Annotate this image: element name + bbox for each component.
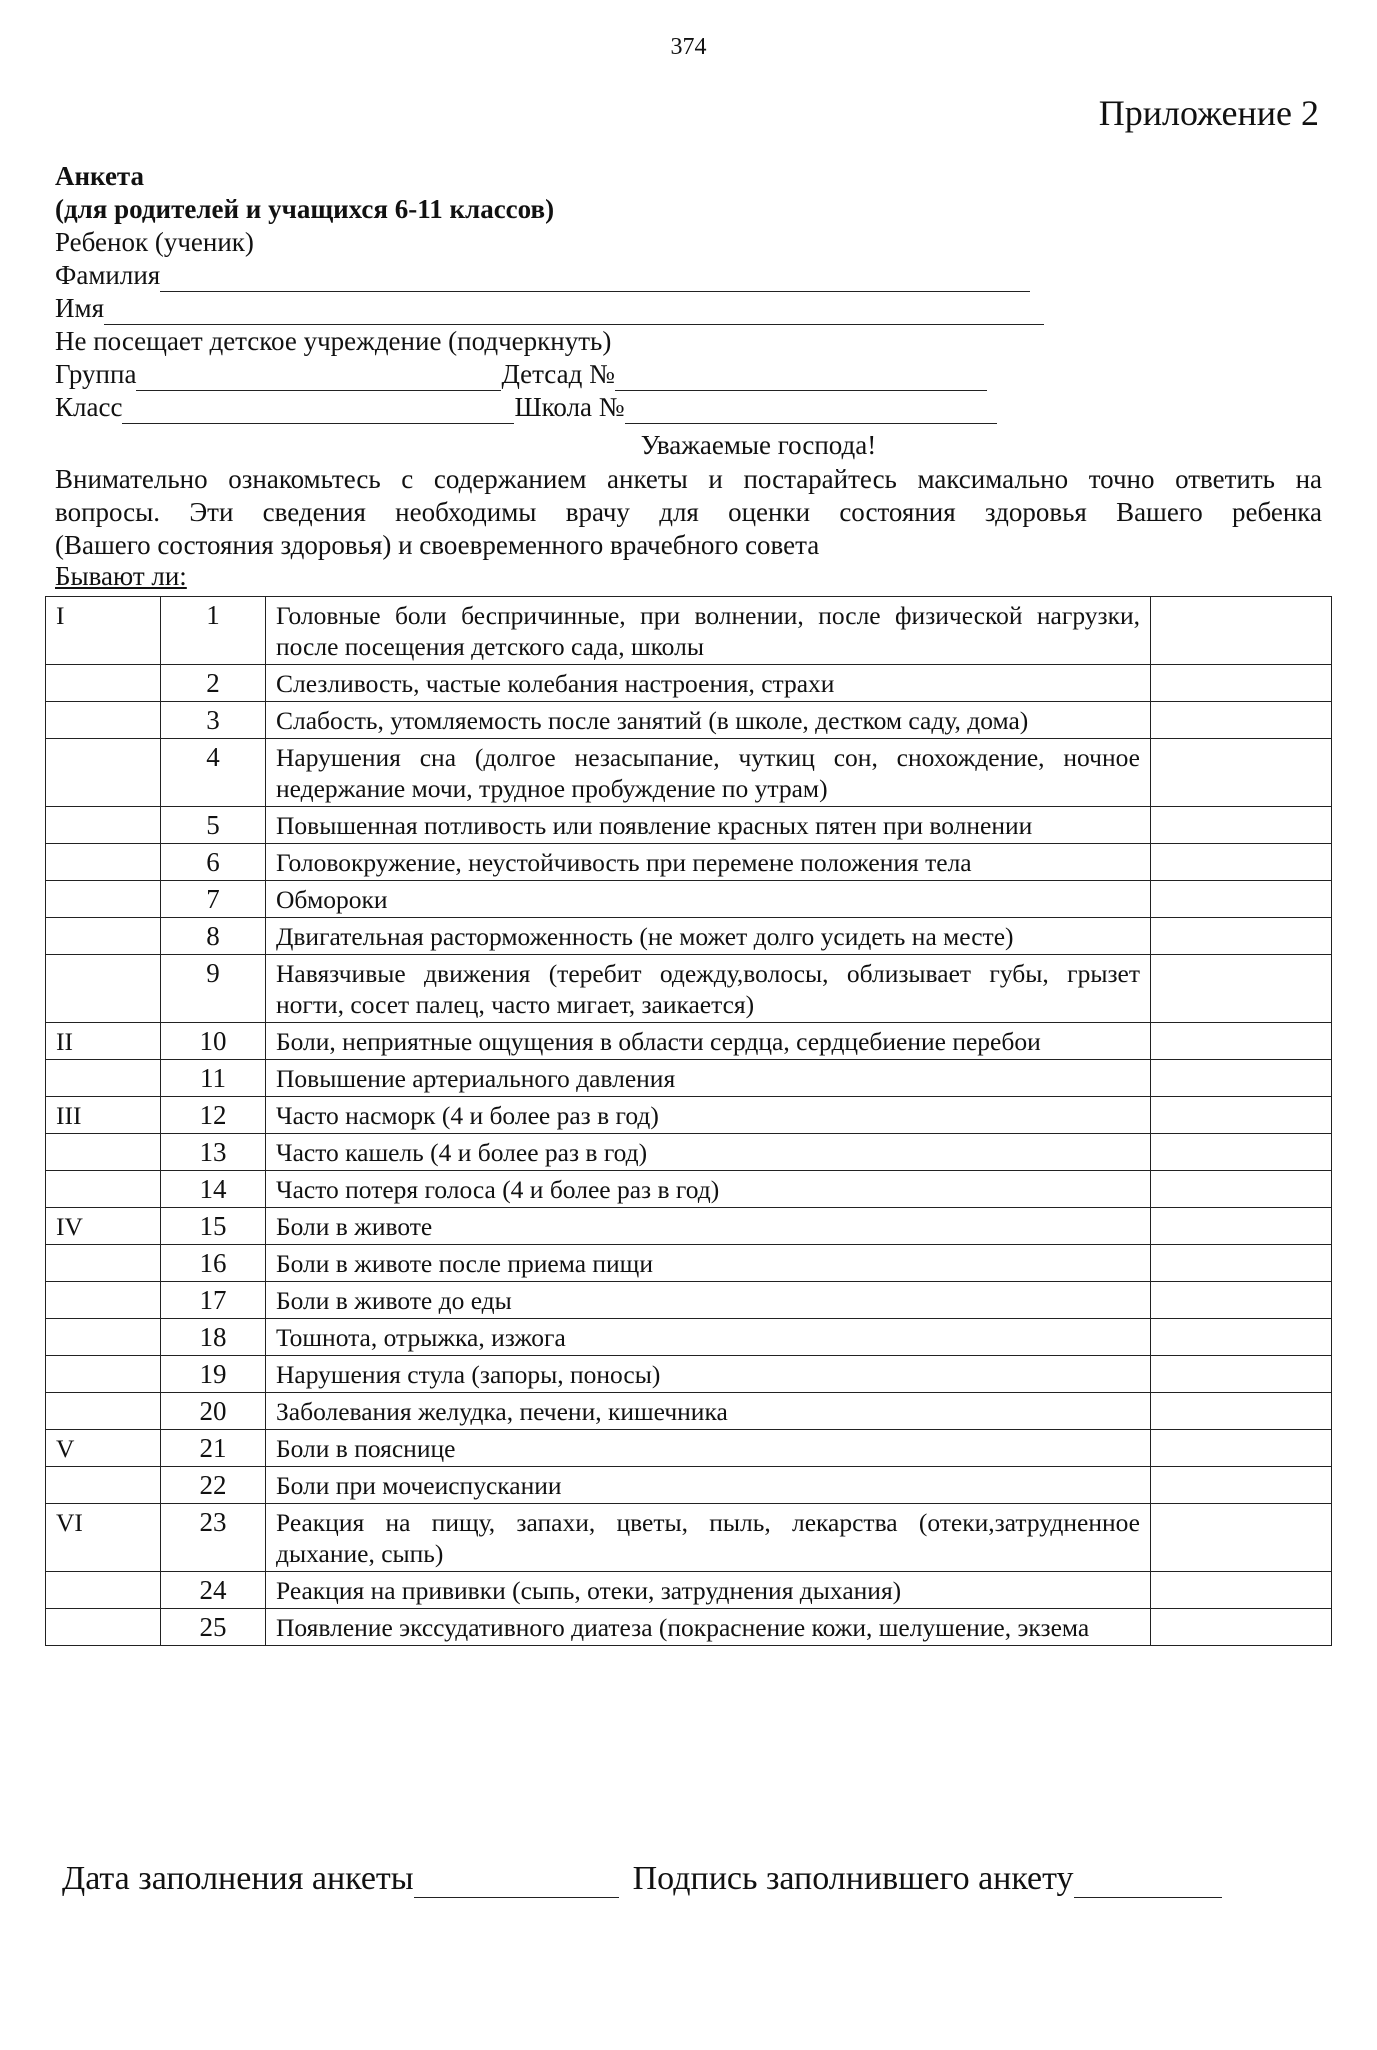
question-text-cell: Появление экссудативного диатеза (покраснение кожи, шелушение, экзема bbox=[266, 1609, 1151, 1646]
question-text-cell: Часто насморк (4 и более раз в год) bbox=[266, 1097, 1151, 1134]
section-cell: III bbox=[46, 1097, 161, 1134]
answer-cell[interactable] bbox=[1151, 1572, 1332, 1609]
section-cell bbox=[46, 918, 161, 955]
section-cell bbox=[46, 1467, 161, 1504]
school-label: Школа № bbox=[514, 392, 625, 422]
school-field[interactable] bbox=[625, 399, 997, 424]
questionnaire-table bbox=[45, 596, 1332, 1646]
intro-paragraph bbox=[55, 463, 1322, 562]
table-row bbox=[46, 918, 1332, 955]
answer-cell[interactable] bbox=[1151, 1245, 1332, 1282]
answer-cell[interactable] bbox=[1151, 1208, 1332, 1245]
question-text-cell: Слезливость, частые колебания настроения, страхи bbox=[266, 665, 1151, 702]
table-row bbox=[46, 739, 1332, 807]
question-text-cell: Головные боли беспричинные, при волнении, после физической нагрузки, после посещения детского сада, школы bbox=[266, 597, 1151, 665]
section-cell: VI bbox=[46, 1504, 161, 1572]
answer-cell[interactable] bbox=[1151, 1134, 1332, 1171]
question-text-cell: Заболевания желудка, печени, кишечника bbox=[266, 1393, 1151, 1430]
form-title: Анкета bbox=[55, 161, 145, 191]
class-field[interactable] bbox=[122, 399, 514, 424]
answer-cell[interactable] bbox=[1151, 844, 1332, 881]
number-cell: 3 bbox=[161, 702, 266, 739]
section-cell bbox=[46, 1245, 161, 1282]
number-cell: 18 bbox=[161, 1319, 266, 1356]
kindergarten-field[interactable] bbox=[615, 366, 987, 391]
answer-cell[interactable] bbox=[1151, 1356, 1332, 1393]
not-attending-note: Не посещает детское учреждение (подчеркнуть) bbox=[55, 326, 612, 356]
class-row bbox=[55, 391, 997, 424]
question-text-cell: Боли в животе после приема пищи bbox=[266, 1245, 1151, 1282]
date-field[interactable] bbox=[414, 1867, 619, 1898]
number-cell: 10 bbox=[161, 1023, 266, 1060]
section-cell bbox=[46, 1609, 161, 1646]
greeting: Уважаемые господа! bbox=[640, 430, 877, 460]
answer-cell[interactable] bbox=[1151, 1023, 1332, 1060]
surname-label: Фамилия bbox=[55, 260, 161, 290]
question-text-cell: Боли в животе до еды bbox=[266, 1282, 1151, 1319]
intro-line: Внимательно ознакомьтесь с содержанием анкеты и постарайтесь максимально точно ответить на bbox=[55, 464, 1322, 494]
table-row bbox=[46, 597, 1332, 665]
table-row bbox=[46, 844, 1332, 881]
section-cell bbox=[46, 881, 161, 918]
answer-cell[interactable] bbox=[1151, 881, 1332, 918]
table-row bbox=[46, 1504, 1332, 1572]
number-cell: 19 bbox=[161, 1356, 266, 1393]
number-cell: 6 bbox=[161, 844, 266, 881]
table-row bbox=[46, 1208, 1332, 1245]
table-row bbox=[46, 1319, 1332, 1356]
question-text-cell: Реакция на пищу, запахи, цветы, пыль, лекарства (отеки,затрудненное дыхание, сыпь) bbox=[266, 1504, 1151, 1572]
signature-label: Подпись заполнившего анкету bbox=[632, 1860, 1074, 1897]
answer-cell[interactable] bbox=[1151, 665, 1332, 702]
answer-cell[interactable] bbox=[1151, 955, 1332, 1023]
number-cell: 8 bbox=[161, 918, 266, 955]
table-row bbox=[46, 807, 1332, 844]
number-cell: 24 bbox=[161, 1572, 266, 1609]
form-subtitle: (для родителей и учащихся 6-11 классов) bbox=[55, 194, 555, 224]
number-cell: 4 bbox=[161, 739, 266, 807]
date-label: Дата заполнения анкеты bbox=[62, 1860, 414, 1897]
question-text-cell: Боли при мочеиспускании bbox=[266, 1467, 1151, 1504]
section-cell: I bbox=[46, 597, 161, 665]
table-row bbox=[46, 1060, 1332, 1097]
answer-cell[interactable] bbox=[1151, 1609, 1332, 1646]
table-row bbox=[46, 1282, 1332, 1319]
answer-cell[interactable] bbox=[1151, 1282, 1332, 1319]
number-cell: 22 bbox=[161, 1467, 266, 1504]
answer-cell[interactable] bbox=[1151, 918, 1332, 955]
answer-cell[interactable] bbox=[1151, 1393, 1332, 1430]
table-row bbox=[46, 1023, 1332, 1060]
table-row bbox=[46, 665, 1332, 702]
section-cell bbox=[46, 1282, 161, 1319]
number-cell: 16 bbox=[161, 1245, 266, 1282]
section-cell: V bbox=[46, 1430, 161, 1467]
number-cell: 9 bbox=[161, 955, 266, 1023]
question-text-cell: Нарушения стула (запоры, поносы) bbox=[266, 1356, 1151, 1393]
section-cell bbox=[46, 1060, 161, 1097]
section-cell bbox=[46, 665, 161, 702]
question-text-cell: Боли, неприятные ощущения в области сердца, сердцебиение перебои bbox=[266, 1023, 1151, 1060]
table-row bbox=[46, 1171, 1332, 1208]
number-cell: 11 bbox=[161, 1060, 266, 1097]
table-row bbox=[46, 1430, 1332, 1467]
table-row bbox=[46, 702, 1332, 739]
question-text-cell: Боли в животе bbox=[266, 1208, 1151, 1245]
question-text-cell: Нарушения сна (долгое незасыпание, чуткиц сон, снохождение, ночное недержание мочи, трудное пробуждение по утрам) bbox=[266, 739, 1151, 807]
page-number: 374 bbox=[670, 34, 707, 60]
answer-cell[interactable] bbox=[1151, 702, 1332, 739]
table-row bbox=[46, 1245, 1332, 1282]
question-text-cell: Головокружение, неустойчивость при перемене положения тела bbox=[266, 844, 1151, 881]
group-label: Группа bbox=[55, 359, 137, 389]
table-row bbox=[46, 1467, 1332, 1504]
number-cell: 17 bbox=[161, 1282, 266, 1319]
section-cell bbox=[46, 1319, 161, 1356]
question-header: Бывают ли: bbox=[55, 561, 187, 591]
group-row bbox=[55, 358, 987, 391]
question-text-cell: Повышенная потливость или появление красных пятен при волнении bbox=[266, 807, 1151, 844]
footer-row bbox=[62, 1860, 1222, 1898]
number-cell: 12 bbox=[161, 1097, 266, 1134]
question-text-cell: Боли в пояснице bbox=[266, 1430, 1151, 1467]
appendix-label: Приложение 2 bbox=[1098, 93, 1319, 133]
name-field[interactable] bbox=[104, 300, 1044, 325]
question-text-cell: Обмороки bbox=[266, 881, 1151, 918]
group-field[interactable] bbox=[136, 366, 501, 391]
section-cell bbox=[46, 1356, 161, 1393]
section-cell bbox=[46, 807, 161, 844]
answer-cell[interactable] bbox=[1151, 1097, 1332, 1134]
class-label: Класс bbox=[55, 392, 123, 422]
number-cell: 13 bbox=[161, 1134, 266, 1171]
answer-cell[interactable] bbox=[1151, 1319, 1332, 1356]
number-cell: 15 bbox=[161, 1208, 266, 1245]
answer-cell[interactable] bbox=[1151, 597, 1332, 665]
table-row bbox=[46, 1609, 1332, 1646]
answer-cell[interactable] bbox=[1151, 1504, 1332, 1572]
intro-line: вопросы. Эти сведения необходимы врачу для оценки состояния здоровья Вашего ребенка bbox=[55, 497, 1322, 527]
table-row bbox=[46, 1134, 1332, 1171]
question-text-cell: Повышение артериального давления bbox=[266, 1060, 1151, 1097]
number-cell: 5 bbox=[161, 807, 266, 844]
answer-cell[interactable] bbox=[1151, 1467, 1332, 1504]
number-cell: 25 bbox=[161, 1609, 266, 1646]
section-cell: II bbox=[46, 1023, 161, 1060]
section-cell bbox=[46, 844, 161, 881]
number-cell: 14 bbox=[161, 1171, 266, 1208]
answer-cell[interactable] bbox=[1151, 807, 1332, 844]
answer-cell[interactable] bbox=[1151, 1171, 1332, 1208]
section-cell bbox=[46, 1572, 161, 1609]
question-text-cell: Реакция на прививки (сыпь, отеки, затруднения дыхания) bbox=[266, 1572, 1151, 1609]
question-text-cell: Часто кашель (4 и более раз в год) bbox=[266, 1134, 1151, 1171]
name-row bbox=[55, 292, 1044, 325]
section-cell bbox=[46, 1171, 161, 1208]
surname-field[interactable] bbox=[160, 267, 1030, 292]
table-row bbox=[46, 1572, 1332, 1609]
question-text-cell: Тошнота, отрыжка, изжога bbox=[266, 1319, 1151, 1356]
section-cell bbox=[46, 1134, 161, 1171]
kindergarten-label: Детсад № bbox=[501, 359, 615, 389]
table-row bbox=[46, 1356, 1332, 1393]
number-cell: 23 bbox=[161, 1504, 266, 1572]
signature-field[interactable] bbox=[1074, 1867, 1222, 1898]
question-text-cell: Двигательная расторможенность (не может долго усидеть на месте) bbox=[266, 918, 1151, 955]
intro-line: (Вашего состояния здоровья) и своевременного врачебного совета bbox=[55, 530, 820, 560]
number-cell: 21 bbox=[161, 1430, 266, 1467]
section-cell bbox=[46, 955, 161, 1023]
section-cell bbox=[46, 1393, 161, 1430]
number-cell: 2 bbox=[161, 665, 266, 702]
number-cell: 7 bbox=[161, 881, 266, 918]
question-text-cell: Слабость, утомляемость после занятий (в школе, дестком саду, дома) bbox=[266, 702, 1151, 739]
table-row bbox=[46, 881, 1332, 918]
section-cell: IV bbox=[46, 1208, 161, 1245]
number-cell: 1 bbox=[161, 597, 266, 665]
surname-row bbox=[55, 259, 1030, 292]
answer-cell[interactable] bbox=[1151, 1430, 1332, 1467]
answer-cell[interactable] bbox=[1151, 1060, 1332, 1097]
table-row bbox=[46, 1097, 1332, 1134]
question-text-cell: Навязчивые движения (теребит одежду,волосы, облизывает губы, грызет ногти, сосет палец, часто мигает, заикается) bbox=[266, 955, 1151, 1023]
name-label: Имя bbox=[55, 293, 105, 323]
table-row bbox=[46, 955, 1332, 1023]
number-cell: 20 bbox=[161, 1393, 266, 1430]
section-cell bbox=[46, 702, 161, 739]
answer-cell[interactable] bbox=[1151, 739, 1332, 807]
section-cell bbox=[46, 739, 161, 807]
question-text-cell: Часто потеря голоса (4 и более раз в год) bbox=[266, 1171, 1151, 1208]
child-label: Ребенок (ученик) bbox=[55, 227, 254, 257]
table-row bbox=[46, 1393, 1332, 1430]
